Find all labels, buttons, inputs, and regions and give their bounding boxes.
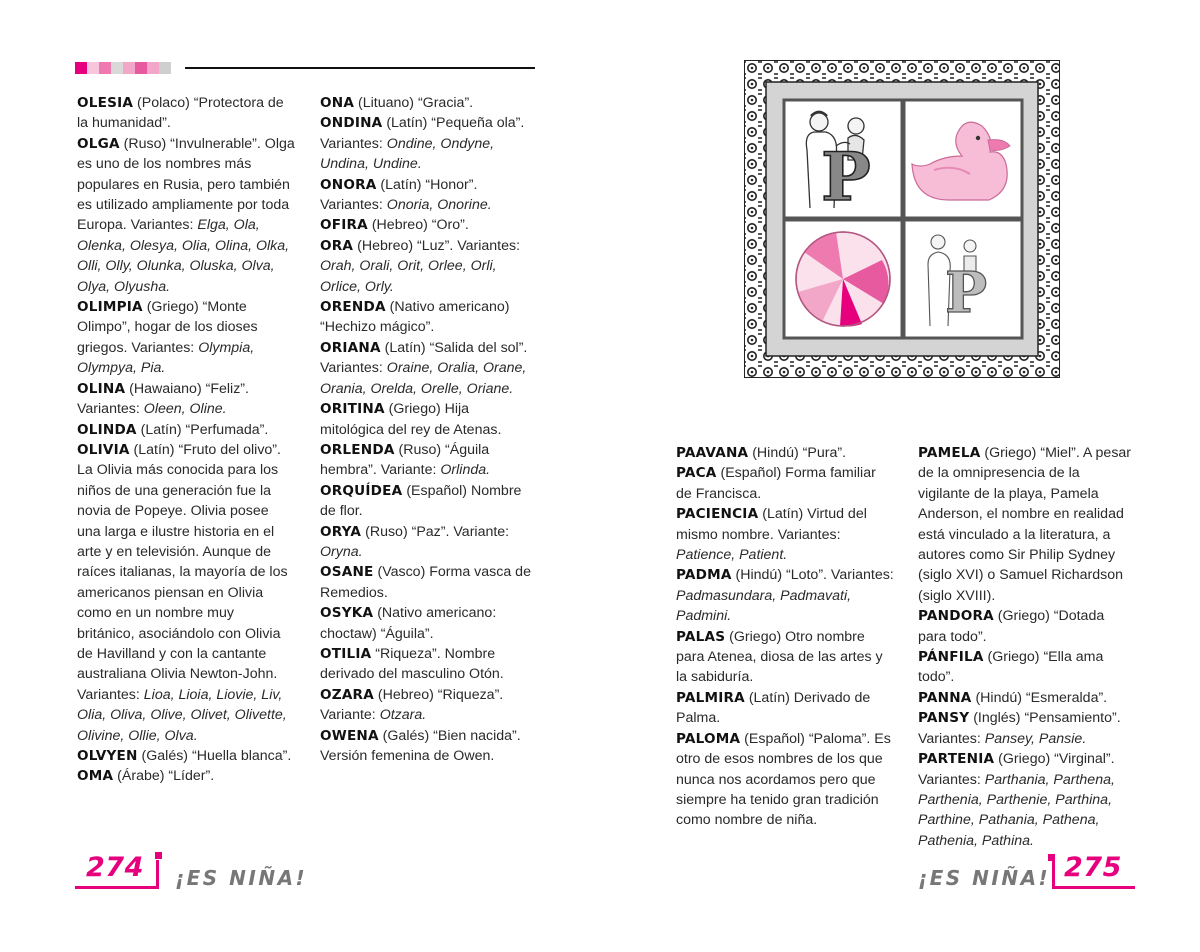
- entry-variants: Elga, Ola, Olenka, Olesya, Olia, Olina, Olka, Olli, Olly, Olunka, Oluska, Olva, Olya, Olyusha: [77, 217, 290, 295]
- name-entry: [77, 420, 295, 440]
- name-entry: [77, 379, 295, 420]
- entry-variants: Pansey, Pansie: [984, 730, 1083, 747]
- entry-name: PAAVANA: [676, 445, 749, 461]
- entry-text: (Latín) “Salida del sol”. Variantes:: [320, 339, 528, 377]
- entry-text: (Español) Forma familiar de Francisca.: [676, 465, 876, 502]
- entry-text: (Latín) “Fruto del olivo”. La Olivia más conocida para los niños de una generación fue la novia de Popeye. Olivia posee una larga e ilustre historia en el arte y en televisión. Aunque de raíces italianas, la mayoría de los americanos piensan en Olivia como en un nombre muy británico, asociándolo con Olivia de Havilland y con la cantante australiana Olivia Newton-John. Variantes:: [77, 441, 288, 703]
- name-entry: [320, 603, 535, 644]
- entry-text: (Hindú) “Loto”. Variantes:: [731, 567, 894, 584]
- entry-name: ONORA: [320, 176, 377, 193]
- entry-text: (Polaco) “Protectora de la humanidad”.: [77, 95, 284, 132]
- entry-text: (Griego) “Ella ama todo”.: [918, 649, 1104, 686]
- entry-text: (Hebreo) “Luz”. Variantes:: [353, 237, 521, 254]
- name-entry: [676, 463, 894, 504]
- right-page-column-2: [918, 443, 1135, 851]
- footer-rule-right: [1052, 886, 1135, 889]
- color-swatch: [111, 62, 123, 74]
- entry-name: OLGA: [77, 135, 120, 152]
- name-entry: [918, 443, 1135, 606]
- entry-text: (Español) “Paloma”. Es otro de esos nombres de los que nunca nos acordamos pero que siempre ha tenido gran tradición como nombre de niña.: [676, 730, 891, 829]
- entry-name: PARTENIA: [918, 751, 995, 768]
- name-entry: [320, 562, 535, 603]
- name-entry: [918, 749, 1135, 851]
- entry-name: OLINDA: [77, 421, 137, 438]
- entry-text: (Nativo americano: choctaw) “Águila”.: [320, 605, 497, 642]
- name-entry: [320, 726, 535, 767]
- name-entry: [320, 93, 535, 113]
- name-entry: [918, 606, 1135, 647]
- name-entry: [676, 565, 894, 626]
- entry-text: (Griego) “Dotada para todo”.: [918, 608, 1105, 645]
- footer-rule-left: [75, 886, 158, 889]
- entry-name: PANDORA: [918, 608, 994, 625]
- name-entry: [676, 688, 894, 729]
- entry-text: (Griego) “Miel”. A pesar de la omnipresencia de la vigilante de la playa, Pamela Anderson, el nombre en realidad está vinculado a la literatura, a autores como Sir Philip Sydney (siglo XVI) o Samuel Richardson (siglo XVIII).: [918, 445, 1132, 604]
- name-entry: [77, 440, 295, 746]
- entry-name: OMA: [77, 768, 114, 785]
- entry-text: (Hebreo) “Oro”.: [367, 217, 469, 234]
- name-entry: [918, 688, 1135, 708]
- entry-name: OWENA: [320, 727, 379, 744]
- entry-text: (Griego) “Virginal”. Variantes:: [918, 751, 1115, 788]
- entry-text: (Latín) Derivado de Palma.: [676, 689, 871, 727]
- entry-variants: Lioa, Lioia, Liovie, Liv, Olia, Oliva, Olive, Olivet, Olivette, Olivine, Ollie, Olva: [77, 686, 287, 744]
- entry-name: ONA: [320, 95, 355, 111]
- entry-tail: .: [422, 707, 427, 724]
- entry-tail: .: [161, 360, 166, 377]
- name-entry: [320, 522, 535, 563]
- entry-name: ORENDA: [320, 299, 386, 316]
- entry-variants: Onoria, Onorine: [386, 197, 488, 214]
- entry-name: OSYKA: [320, 605, 374, 622]
- entry-text: (Árabe) “Líder”.: [113, 768, 215, 785]
- name-entry: [77, 297, 295, 379]
- name-entry: [320, 236, 535, 297]
- entry-tail: .: [509, 380, 514, 397]
- entry-name: ORQUÍDEA: [320, 482, 403, 499]
- name-entry: [320, 113, 535, 174]
- entry-name: OLINA: [77, 380, 126, 397]
- color-swatch: [99, 62, 111, 74]
- entry-name: OLESIA: [77, 95, 134, 111]
- name-entry: [320, 338, 535, 399]
- page-number-left: 274: [86, 852, 144, 883]
- letter-p-illustration: [744, 60, 1060, 378]
- beach-ball-icon: [796, 232, 890, 327]
- entry-tail: .: [222, 401, 227, 418]
- entry-variants: Patience, Patient: [676, 547, 784, 564]
- entry-name: PALOMA: [676, 730, 741, 747]
- entry-name: OSANE: [320, 564, 374, 581]
- entry-name: PALAS: [676, 628, 726, 645]
- footer-rule-left-vertical: [156, 860, 159, 889]
- entry-variants: Orlinda: [440, 462, 487, 479]
- color-swatch: [147, 62, 159, 74]
- entry-name: OFIRA: [320, 217, 368, 234]
- entry-variants: Orah, Orali, Orit, Orlee, Orli, Orlice, Orly: [320, 258, 497, 295]
- entry-name: ORITINA: [320, 401, 385, 418]
- name-entry: [676, 729, 894, 831]
- name-entry: [77, 746, 295, 766]
- entry-tail: .: [783, 547, 788, 564]
- letter-p-large: P: [821, 138, 871, 216]
- entry-text: (Latín) “Honor”. Variantes:: [320, 176, 478, 214]
- entry-text: (Vasco) Forma vasca de Remedios.: [320, 564, 531, 601]
- name-entry: [320, 399, 535, 440]
- entry-tail: .: [166, 278, 171, 295]
- entry-variants: Padmasundara, Padmavati, Padmini: [676, 587, 852, 625]
- entry-text: (Griego) Otro nombre para Atenea, diosa de las artes y la sabiduría.: [676, 628, 883, 686]
- entry-text: (Español) Nombre de flor.: [320, 482, 522, 520]
- entry-name: ORYA: [320, 523, 362, 540]
- entry-name: PALMIRA: [676, 689, 745, 706]
- entry-tail: .: [727, 608, 732, 625]
- right-page-column-1: [676, 443, 894, 831]
- entry-name: PANSY: [918, 710, 970, 727]
- entry-text: (Ruso) “Invulnerable”. Olga es uno de los nombres más populares en Rusia, pero también es utilizado ampliamente por toda Europa. Variantes:: [77, 135, 295, 234]
- name-entry: [320, 215, 535, 235]
- entry-variants: Ondine, Ondyne, Undina, Undine: [320, 135, 495, 173]
- entry-text: (Hebreo) “Riqueza”. Variante:: [320, 686, 504, 724]
- page-number-right: 275: [1064, 852, 1122, 883]
- entry-tail: .: [193, 727, 198, 744]
- entry-name: PANNA: [918, 689, 972, 706]
- entry-tail: .: [486, 462, 491, 479]
- entry-text: (Griego) Hija mitológica del rey de Atenas.: [320, 401, 502, 438]
- entry-text: (Latín) “Pequeña ola”. Variantes:: [320, 115, 525, 152]
- name-entry: [320, 481, 535, 522]
- entry-variants: Parthania, Parthena, Parthenia, Parthenie, Parthina, Parthine, Pathania, Pathena, Pathenia, Pathina: [918, 771, 1115, 849]
- running-head-right: ¡ES NIÑA!: [918, 866, 1051, 890]
- entry-variants: Oryna: [320, 543, 359, 560]
- entry-text: “Riqueza”. Nombre derivado del masculino Otón.: [320, 645, 504, 683]
- letter-p-small: P: [944, 260, 988, 326]
- entry-name: OLIVIA: [77, 441, 130, 458]
- footer-rule-right-vertical: [1052, 860, 1055, 889]
- name-entry: [320, 644, 535, 685]
- color-swatch: [159, 62, 171, 74]
- name-entry: [676, 627, 894, 688]
- entry-variants: Oleen, Oline: [143, 401, 223, 418]
- entry-tail: .: [389, 278, 394, 295]
- entry-text: (Galés) “Bien nacida”. Versión femenina de Owen.: [320, 727, 521, 764]
- color-swatch: [87, 62, 99, 74]
- name-entry: [320, 175, 535, 216]
- entry-name: PÁNFILA: [918, 649, 984, 666]
- entry-name: PADMA: [676, 567, 732, 584]
- left-page-column-1: [77, 93, 295, 787]
- entry-text: (Ruso) “Paz”. Variante:: [361, 523, 510, 540]
- entry-name: OLVYEN: [77, 748, 138, 764]
- entry-text: (Hindú) “Esmeralda”.: [971, 689, 1108, 706]
- name-entry: [77, 93, 295, 134]
- entry-text: (Latín) “Perfumada”.: [136, 421, 269, 438]
- entry-text: (Lituano) “Gracia”.: [354, 95, 474, 111]
- color-swatch: [123, 62, 135, 74]
- running-head-left: ¡ES NIÑA!: [175, 866, 308, 890]
- entry-text: (Galés) “Huella blanca”.: [137, 748, 292, 764]
- entry-text: (Nativo americano) “Hechizo mágico”.: [320, 299, 510, 336]
- entry-tail: .: [487, 197, 492, 214]
- entry-name: ORIANA: [320, 339, 381, 356]
- name-entry: [918, 708, 1135, 749]
- entry-tail: .: [417, 156, 422, 173]
- entry-name: ONDINA: [320, 115, 383, 132]
- name-entry: [77, 766, 295, 786]
- header-rule: [185, 67, 535, 69]
- entry-tail: .: [1030, 832, 1034, 849]
- entry-name: PAMELA: [918, 445, 981, 461]
- name-entry: [320, 440, 535, 481]
- name-entry: [77, 134, 295, 297]
- entry-name: ORA: [320, 237, 354, 254]
- color-swatch: [135, 62, 147, 74]
- left-page-column-2: [320, 93, 535, 766]
- name-entry: [918, 647, 1135, 688]
- name-entry: [676, 504, 894, 565]
- name-entry: [676, 443, 894, 463]
- entry-name: ORLENDA: [320, 441, 395, 458]
- entry-name: OLIMPIA: [77, 299, 143, 316]
- name-entry: [320, 297, 535, 338]
- entry-variants: Oraine, Oralia, Orane, Orania, Orelda, Orelle, Oriane: [320, 360, 527, 397]
- entry-text: (Inglés) “Pensamiento”. Variantes:: [918, 710, 1121, 747]
- entry-text: (Hawaiano) “Feliz”. Variantes:: [77, 380, 249, 418]
- footer-dot-left: [155, 852, 162, 859]
- entry-name: PACIENCIA: [676, 506, 759, 523]
- entry-name: OTILIA: [320, 645, 372, 662]
- entry-text: (Griego) “Monte Olimpo”, hogar de los dioses griegos. Variantes:: [77, 299, 258, 356]
- entry-name: PACA: [676, 465, 717, 482]
- entry-name: OZARA: [320, 686, 374, 703]
- entry-text: (Ruso) “Águila hembra”. Variante:: [320, 441, 490, 479]
- entry-variants: Olympia, Olympya, Pia: [77, 339, 255, 377]
- entry-text: (Latín) Virtud del mismo nombre. Variantes:: [676, 506, 867, 543]
- entry-tail: .: [1082, 730, 1087, 747]
- color-swatch: [75, 62, 87, 74]
- name-entry: [320, 685, 535, 726]
- entry-variants: Otzara: [379, 707, 423, 724]
- entry-text: (Hindú) “Pura”.: [748, 445, 847, 461]
- entry-tail: .: [358, 543, 363, 560]
